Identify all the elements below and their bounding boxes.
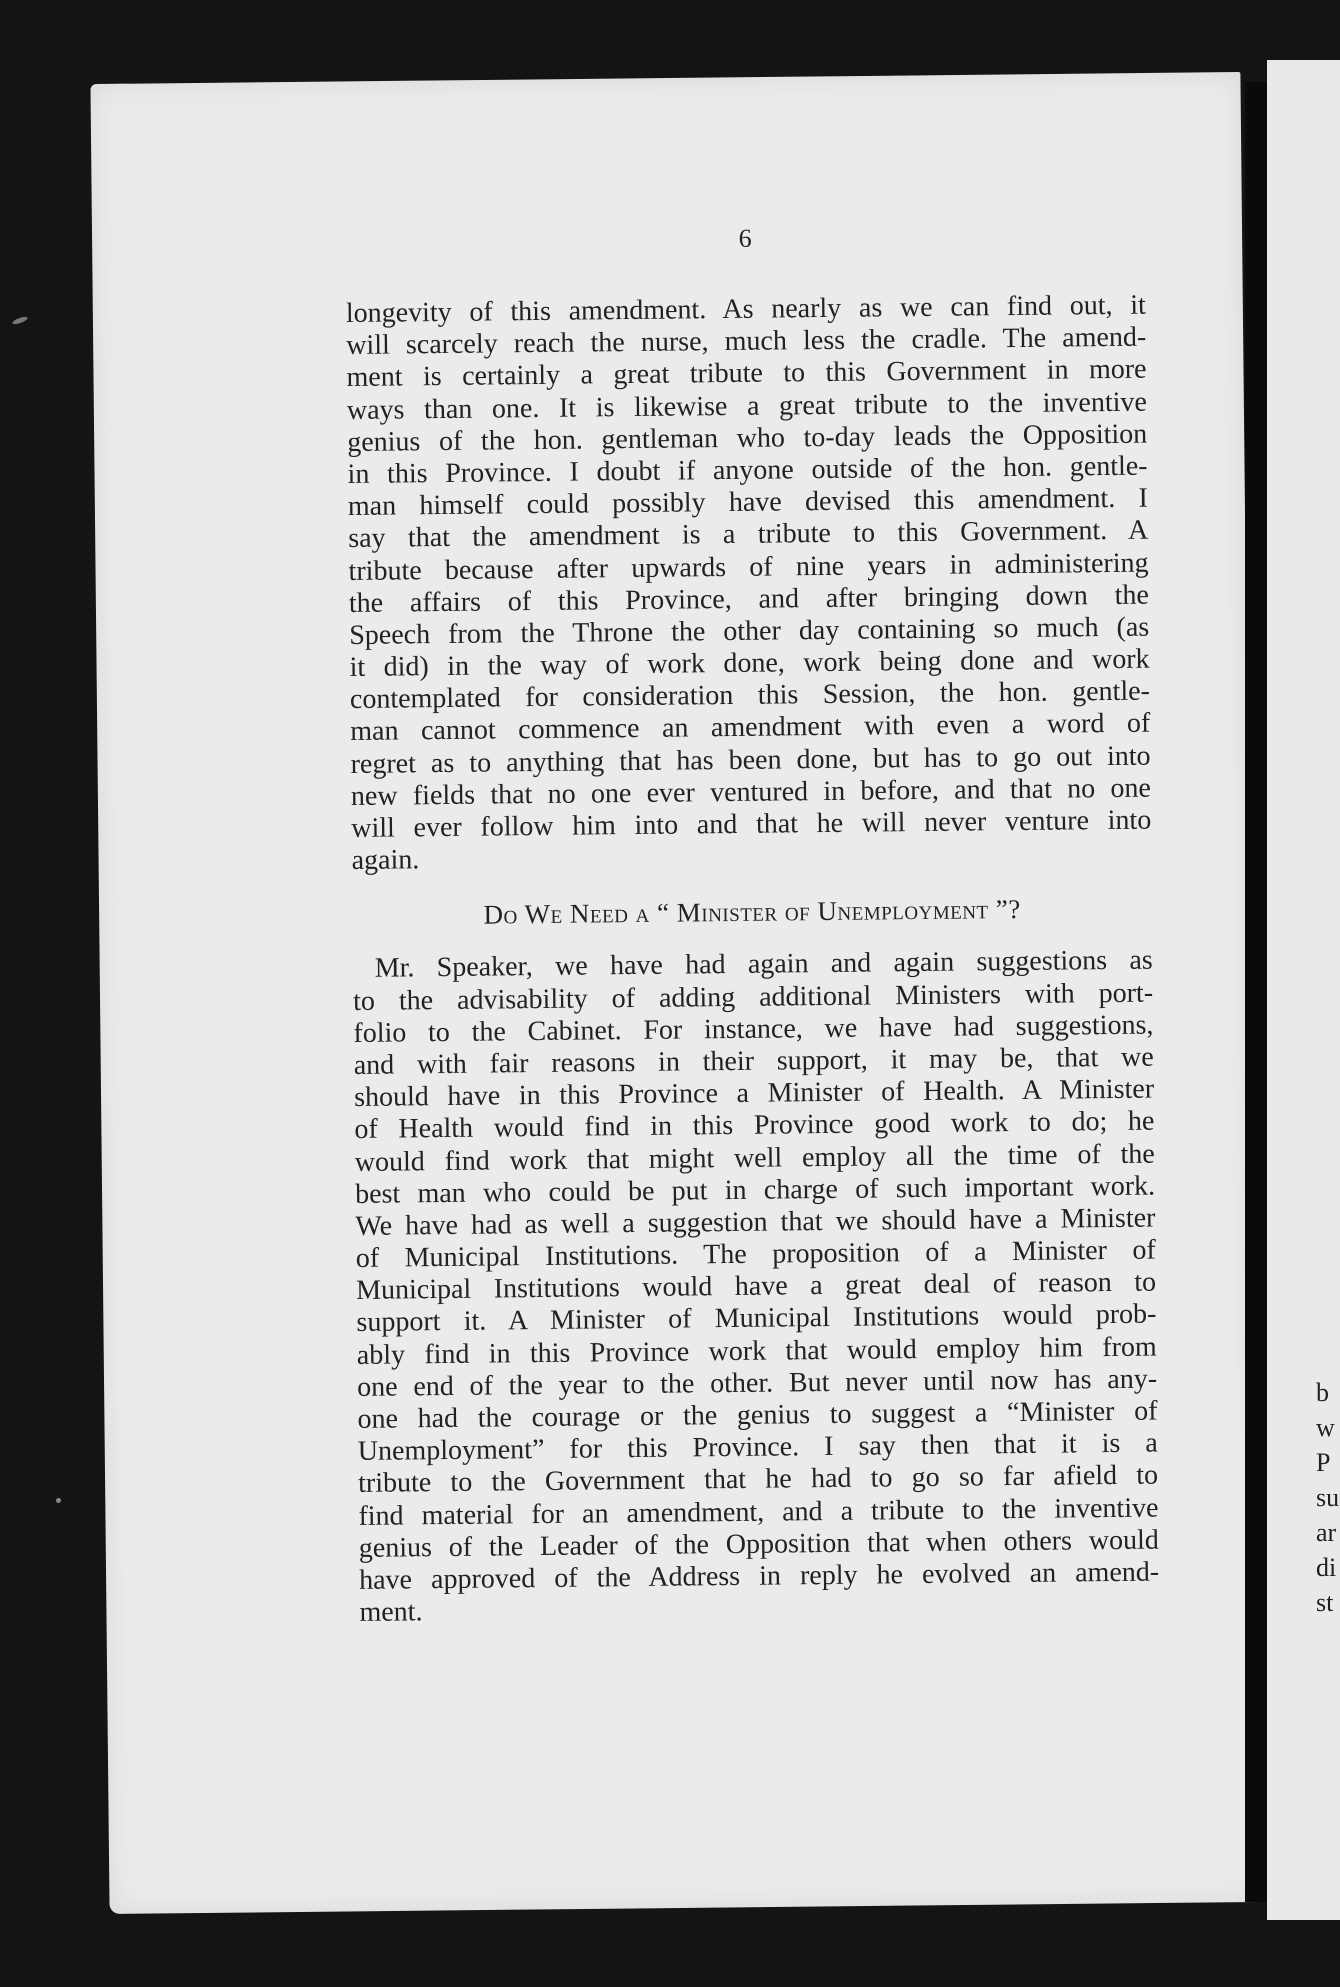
text-line: new fields that no one ever ventured in before, and that no one [350,772,1152,812]
paragraph-2 [353,945,1160,1629]
facing-page-fragment-line: b [1316,1378,1329,1407]
text-line: genius of the hon. gentleman who to-day leads the Opposition [347,418,1148,458]
text-line: Mr. Speaker, we have had again and again suggestions as [374,944,1153,985]
text-line: should have in this Province a Minister of Health. A Minister [353,1073,1155,1114]
text-line: will ever follow him into and that he will never venture into [351,804,1152,844]
page-gutter [1245,82,1267,1902]
facing-page-fragment-line: su [1316,1483,1340,1512]
text-line: find material for an amendment, and a tribute to the inventive [358,1492,1159,1532]
facing-page-fragment-line: st [1316,1588,1334,1617]
page-text [345,220,1160,1630]
text-line: man himself could possibly have devised this amendment. I [347,482,1149,523]
text-line: again. [351,844,420,877]
facing-page-fragment-line: P [1316,1448,1331,1477]
text-line: to the advisability of adding additional Ministers with port- [352,977,1154,1017]
facing-page-fragment-line: di [1316,1553,1337,1582]
text-line: one end of the year to the other. But never until now has any- [356,1363,1158,1403]
text-line: ment. [359,1596,423,1629]
text-line: say that the amendment is a tribute to this Government. A [348,514,1149,555]
text-line: one had the courage or the genius to suggest a “Minister of [357,1395,1158,1435]
facing-page-text-fragment [1316,1375,1340,1620]
text-line: ment is certainly a great tribute to this Government in more [346,353,1147,394]
text-line: the affairs of this Province, and after bringing down the [348,579,1150,619]
text-line: ways than one. It is likewise a great tribute to the inventive [346,386,1148,426]
text-line: support it. A Minister of Municipal Institutions would prob- [356,1299,1157,1339]
text-line: We have had as well a suggestion that we should have a Minister [355,1202,1156,1242]
text-line: Speech from the Throne the other day containing so much (as [349,611,1150,651]
text-line: in this Province. I doubt if anyone outside of the hon. gentle- [347,450,1148,490]
text-line: tribute because after upwards of nine years in administering [348,547,1149,587]
text-line: ably find in this Province work that would employ him from [356,1331,1157,1371]
text-line: man cannot commence an amendment with even a word of [350,708,1151,748]
text-line: genius of the Leader of the Opposition that when others would [358,1524,1159,1564]
text-line: of Health would find in this Province good work to do; he [354,1105,1155,1146]
text-line: folio to the Cabinet. For instance, we have had suggestions, [353,1009,1154,1049]
text-line: longevity of this amendment. As nearly as we can find out, it [345,289,1147,329]
text-line: contemplated for consideration this Session, the hon. gentle- [349,675,1151,716]
facing-page-fragment-line: w [1316,1413,1335,1442]
facing-page-edge [1267,60,1340,1920]
text-line: best man who could be put in charge of such important work. [354,1170,1156,1210]
paragraph-1 [346,290,1152,878]
text-line: regret as to anything that has been done, but has to go out into [350,740,1151,780]
text-line: it did) in the way of work done, work being done and work [349,643,1150,684]
text-line: Municipal Institutions would have a great deal of reason to [355,1266,1157,1307]
text-line: of Municipal Institutions. The proposition of a Minister of [355,1234,1156,1275]
text-line: tribute to the Government that he had to go so far afield to [357,1459,1159,1500]
page-number: 6 [738,223,752,253]
text-line: Unemployment” for this Province. I say then that it is a [357,1427,1158,1468]
text-line: have approved of the Address in reply he evolved an amend- [359,1556,1160,1596]
ink-speck [56,1498,61,1503]
text-line: will scarcely reach the nurse, much less the cradle. The amend- [346,321,1147,362]
text-line: would find work that might well employ all the time of the [354,1138,1155,1178]
facing-page-fragment-line: ar [1316,1518,1337,1547]
text-line: and with fair reasons in their support, it may be, that we [353,1041,1154,1081]
section-heading: Do We Need a “ Minister of Unemployment ”? [483,894,1021,930]
